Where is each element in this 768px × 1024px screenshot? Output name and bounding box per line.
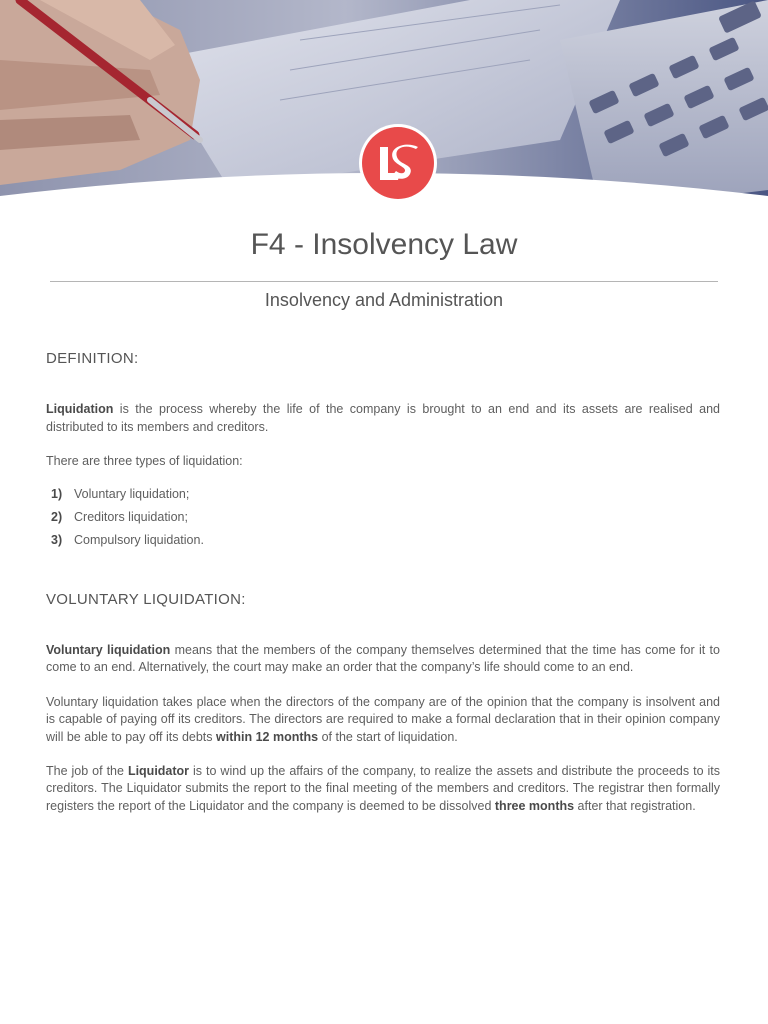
voluntary-paragraph-2 — [46, 694, 720, 746]
definition-paragraph — [46, 401, 720, 436]
voluntary-paragraph-1 — [46, 642, 720, 677]
document-subtitle: Insolvency and Administration — [264, 290, 504, 310]
term-voluntary-liquidation: Voluntary liquidation — [46, 643, 171, 658]
list-item — [46, 532, 720, 549]
liquidation-types-list — [46, 486, 720, 549]
document-title: F4 - Insolvency Law — [250, 228, 518, 261]
emphasis-three-months: three months — [494, 798, 575, 813]
list-item-number: 1) — [51, 486, 63, 501]
list-item-label: Creditors liquidation; — [74, 509, 188, 524]
list-item — [46, 509, 720, 526]
voluntary-paragraph-3-lead: The job of the — [46, 764, 128, 779]
logo-ls-icon — [374, 143, 422, 183]
definition-heading: DEFINITION: — [46, 350, 139, 367]
list-item-label: Voluntary liquidation; — [74, 486, 190, 501]
voluntary-paragraph-3 — [46, 763, 720, 815]
list-item-label: Compulsory liquidation. — [74, 532, 204, 547]
list-item-number: 2) — [51, 509, 63, 524]
voluntary-paragraph-3-tail: after that registration. — [574, 798, 696, 813]
voluntary-paragraph-2-text: Voluntary liquidation takes place when the directors of the company are of the opinion that the company is insolvent and is capable of paying off its creditors. The directors are required to make a formal declaration that in their opinion company will be able to pay off its debts — [46, 694, 720, 744]
voluntary-paragraph-2-tail: of the start of liquidation. — [318, 729, 458, 744]
voluntary-paragraph-3-text: is to wind up the affairs of the company, to realize the assets and distribute the proceeds to its creditors. The Liquidator submits the report to the final meeting of the members and creditors. The registrar then formally registers the report of the Liquidator and the company is deemed to be dissolved — [46, 764, 720, 813]
title-divider — [50, 281, 718, 282]
definition-text: is the process whereby the life of the company is brought to an end and its assets are realised and distributed to its members and creditors. — [46, 402, 720, 434]
list-item — [46, 486, 720, 503]
types-intro: There are three types of liquidation: — [46, 454, 243, 469]
document-body — [46, 350, 720, 815]
term-liquidator: Liquidator — [127, 764, 190, 779]
logo-mark — [362, 127, 434, 199]
company-logo — [359, 124, 437, 202]
emphasis-within-12-months: within 12 months — [216, 729, 319, 744]
term-liquidation: Liquidation — [46, 402, 114, 417]
list-item-number: 3) — [51, 532, 63, 547]
voluntary-paragraph-1-text: means that the members of the company themselves determined that the time has come for it to come to an end. Alternatively, the court may make an order that the company’s life should come to an end. — [46, 643, 720, 675]
voluntary-liquidation-heading: VOLUNTARY LIQUIDATION: — [46, 590, 246, 608]
